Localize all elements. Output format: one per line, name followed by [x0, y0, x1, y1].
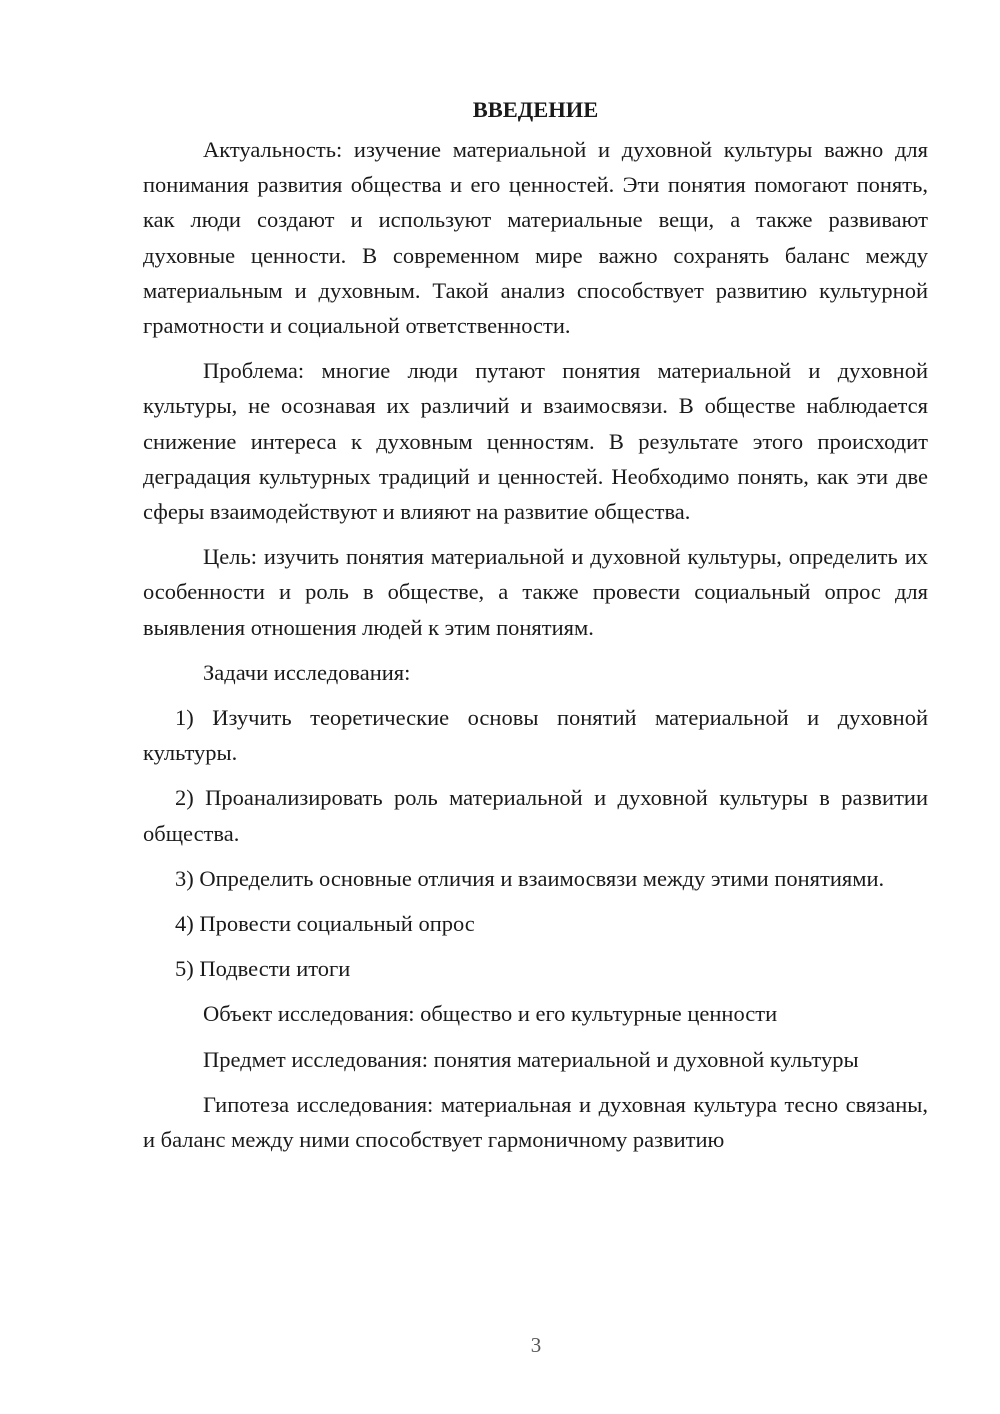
- relevance-paragraph: Актуальность: изучение материальной и духовной культуры важно для понимания развития общества и его ценностей. Эти понятия помогают понять, как люди создают и используют материальные вещи, а также развивают духовные ценности. В современном мире важно сохранять баланс между материальным и духовным. Такой анализ способствует развитию культурной грамотности и социальной ответственности.: [143, 137, 928, 339]
- page-number: 3: [530, 1333, 542, 1357]
- goal-paragraph: Цель: изучить понятия материальной и духовной культуры, определить их особенности и роль в обществе, а также провести социальный опрос для выявления отношения людей к этим понятиям.: [143, 544, 928, 640]
- page-title: ВВЕДЕНИЕ: [472, 97, 599, 122]
- task-item-3: 3) Определить основные отличия и взаимосвязи между этими понятиями.: [175, 865, 885, 891]
- subject-paragraph: Предмет исследования: понятия материальной и духовной культуры: [203, 1046, 859, 1072]
- task-item-2: 2) Проанализировать роль материальной и духовной культуры в развитии общества.: [143, 785, 928, 846]
- task-item-1: 1) Изучить теоретические основы понятий материальной и духовной культуры.: [143, 705, 928, 766]
- problem-paragraph: Проблема: многие люди путают понятия материальной и духовной культуры, не осознавая их различий и взаимосвязи. В обществе наблюдается снижение интереса к духовным ценностям. В результате этого происходит деградация культурных традиций и ценностей. Необходимо понять, как эти две сферы взаимодействуют и влияют на развитие общества.: [143, 358, 928, 525]
- task-item-5: 5) Подвести итоги: [175, 956, 351, 982]
- tasks-heading: Задачи исследования:: [203, 659, 411, 685]
- page-content: [143, 90, 928, 1167]
- task-item-4: 4) Провести социальный опрос: [175, 911, 475, 937]
- hypothesis-paragraph: Гипотеза исследования: материальная и духовная культура тесно связаны, и баланс между ними способствует гармоничному развитию: [143, 1091, 928, 1153]
- object-paragraph: Объект исследования: общество и его культурные ценности: [203, 1001, 778, 1027]
